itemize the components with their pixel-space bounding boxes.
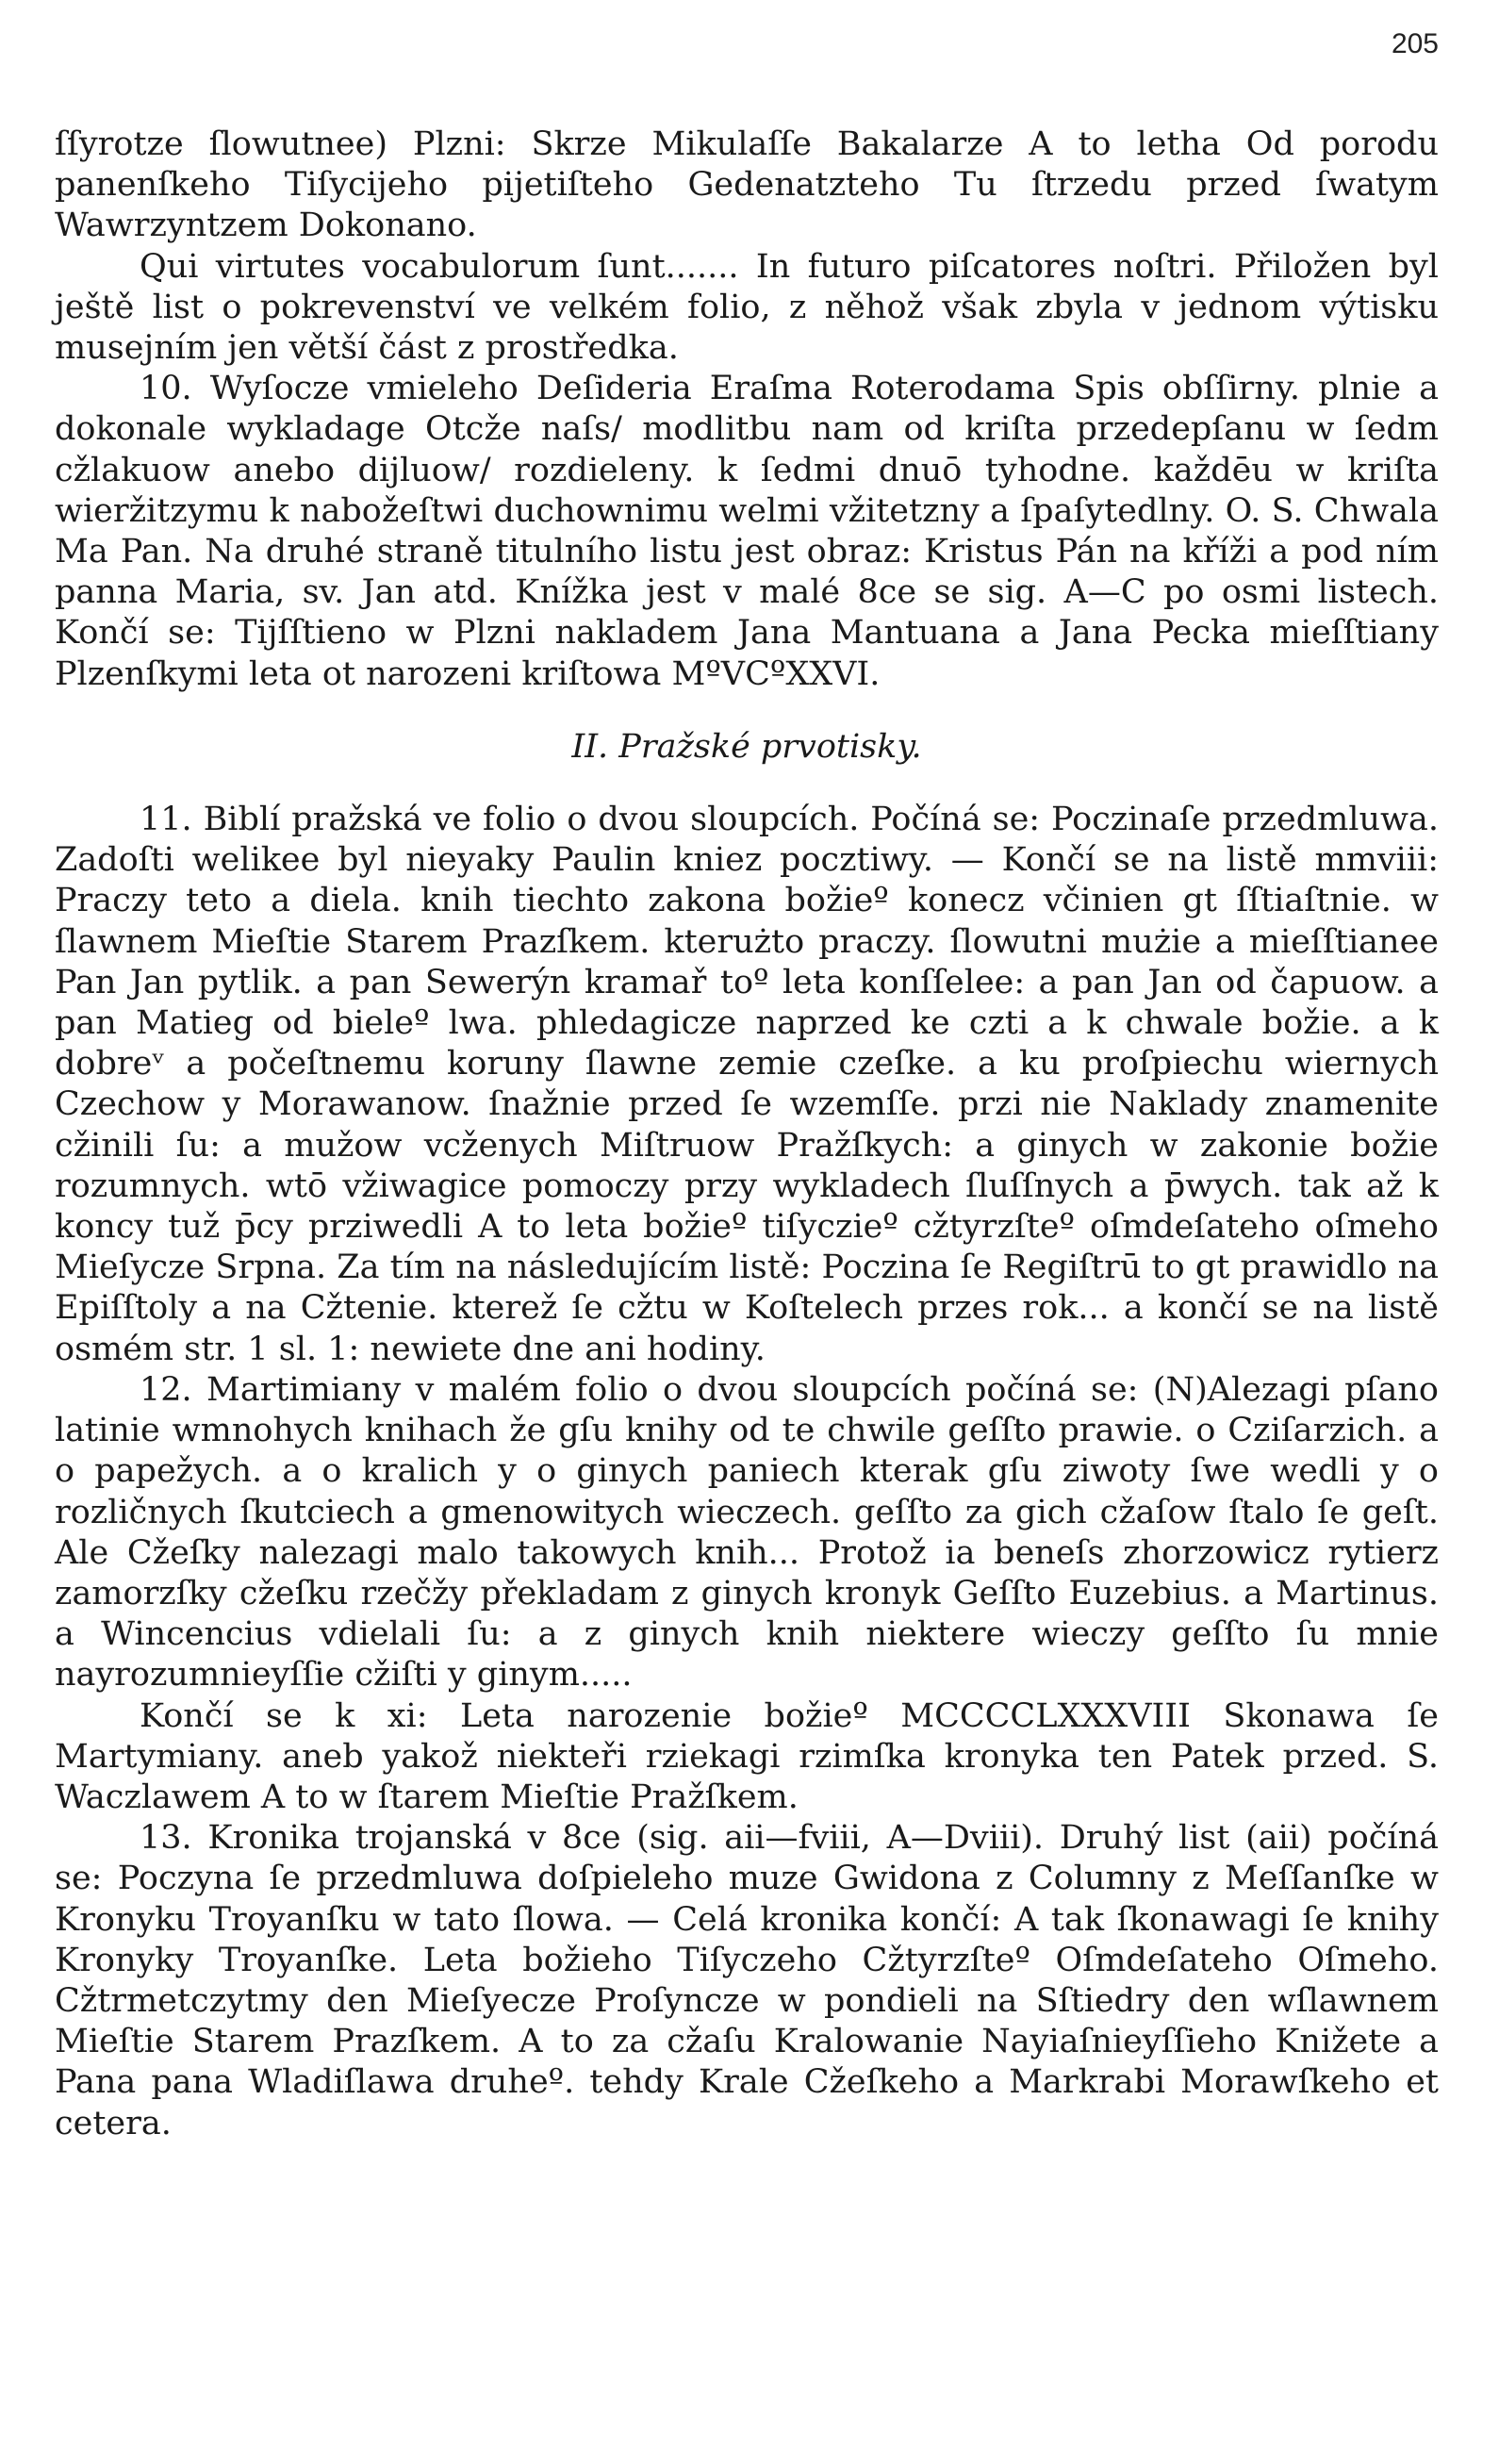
- paragraph-entry-11: 11. Biblí pražská ve folio o dvou sloupcích. Počíná se: Poczinaſe przedmluwa. Zadoſti welikee byl nieyaky Paulin kniez pocztiwy. — Končí se na listě mmviii: Praczy teto a diela. knih tiechto zakona božieº konecz včinien gt ſſtiaſtnie. w ſlawnem Mieſtie Starem Prazſkem. kterużto praczy. ſlowutni mużie a mieſſtianee Pan Jan pytlik. a pan Sewerýn kramař toº leta konſſelee: a pan Jan od čapuow. a pan Matieg od bieleº lwa. phledagicze naprzed ke czti a k chwale božie. a k dobreᵛ a počeſtnemu koruny ſlawne zemie czeſke. a ku proſpiechu wiernych Czechow y Morawanow. ſnažnie przed ſe wzemſſe. przi nie Naklady znamenite cžinili ſu: a mužow vcženych Miſtruow Pražſkych: a ginych w zakonie božie rozumnych. wtō vžiwagice pomoczy przy wykladech ſluſſnych a p̄wych. tak až k koncy tuž p̄cy prziwedli A to leta božieº tiſyczieº cžtyrzſteº oſmdeſateho oſmeho Mieſycze Srpna. Za tím na následujícím listě: Poczina ſe Regiſtrū to gt prawidlo na Epiſſtoly a na Cžtenie. kterež ſe cžtu w Koſtelech przes rok... a končí se na listě osmém str. 1 sl. 1: newiete dne ani hodiny.: [55, 801, 1439, 1368]
- paragraph-entry-12-end: Končí se k xi: Leta narozenie božieº MCCCCLXXXVIII Skonawa ſe Martymiany. aneb yakož niekteři rziekagi rzimſka kronyka ten Patek przed. S. Waczlawem A to w ſtarem Mieſtie Pražſkem.: [55, 1696, 1439, 1816]
- body-text: [55, 124, 1439, 2144]
- paragraph-colophon-continuation: ſſyrotze ſlowutnee) Plzni: Skrze Mikulaſſe Bakalarze A to letha Od porodu panenſkeho Tiſycijeho pijetiſteho Gedenatzteho Tu ſtrzedu przed ſwatym Wawrzyntzem Dokonano.: [55, 125, 1439, 245]
- section-heading: II. Pražské prvotisky.: [571, 727, 922, 766]
- page-number: 205: [1391, 28, 1439, 59]
- paragraph-entry-13: 13. Kronika trojanská v 8ce (sig. aii—fviii, A—Dviii). Druhý list (aii) počíná se: Poczyna ſe przedmluwa doſpieleho muze Gwidona z Columny z Meſſanſke w Kronyku Troyanſku w tato ſlowa. — Celá kronika končí: A tak ſkonawagi ſe knihy Kronyky Troyanſke. Leta božieho Tiſyczeho Cžtyrzſteº Oſmdeſateho Oſmeho. Cžtrmetczytmy den Mieſyecze Proſyncze w pondieli na Sſtiedry den wſlawnem Mieſtie Starem Prazſkem. A to za cžaſu Kralowanie Nayiaſnieyſſieho Knižete a Pana pana Wladiſlawa druheº. tehdy Krale Cžeſkeho a Markrabi Morawſkeho et cetera.: [55, 1819, 1439, 2142]
- paragraph-qui-virtutes: Qui virtutes vocabulorum ſunt....... In futuro piſcatores noſtri. Přiložen byl ještě list o pokrevenství ve velkém folio, z něhož však zbyla v jednom výtisku musejním jen větší část z prostředka.: [55, 247, 1439, 368]
- document-page: [55, 0, 1439, 2464]
- paragraph-entry-12: 12. Martimiany v malém folio o dvou sloupcích počíná se: (N)Alezagi pſano latinie wmnohych knihach že gſu knihy od te chwile geſſto prawie. o Cziſarzich. a o papežych. a o kralich y o ginych paniech kterak gſu ziwoty ſwe wedli y o rozličnych ſkutciech a gmenowitych wieczech. geſſto za gich cžaſow ſtalo ſe geſt. Ale Cžeſky nalezagi malo takowych knih... Protož ia beneſs zhorzowicz rytierz zamorzſky cžeſku rzečžy překladam z ginych kronyk Geſſto Euzebius. a Martinus. a Wincencius vdielali ſu: a z ginych knih niektere wieczy geſſto ſu mnie nayrozumnieyſſie cžiſti y ginym.....: [55, 1370, 1439, 1695]
- paragraph-entry-10: 10. Wyſocze vmieleho Deſideria Eraſma Roterodama Spis obſſirny. plnie a dokonale wykladage Otcže naſs/ modlitbu nam od kriſta przedepſanu w ſedm cžlakuow anebo dijluow/ rozdieleny. k ſedmi dnuō tyhodne. každēu w kriſta wieržitzymu k nabožeſtwi duchownimu welmi vžitetzny a ſpaſytedlny. O. S. Chwala Ma Pan. Na druhé straně titulního listu jest obraz: Kristus Pán na kříži a pod ním panna Maria, sv. Jan atd. Knížka jest v malé 8ce se sig. A—C po osmi listech. Končí se: Tijſſtieno w Plzni nakladem Jana Mantuana a Jana Pecka mieſſtiany Plzenſkymi leta ot narozeni kriſtowa MºVCºXXVI.: [55, 370, 1439, 693]
